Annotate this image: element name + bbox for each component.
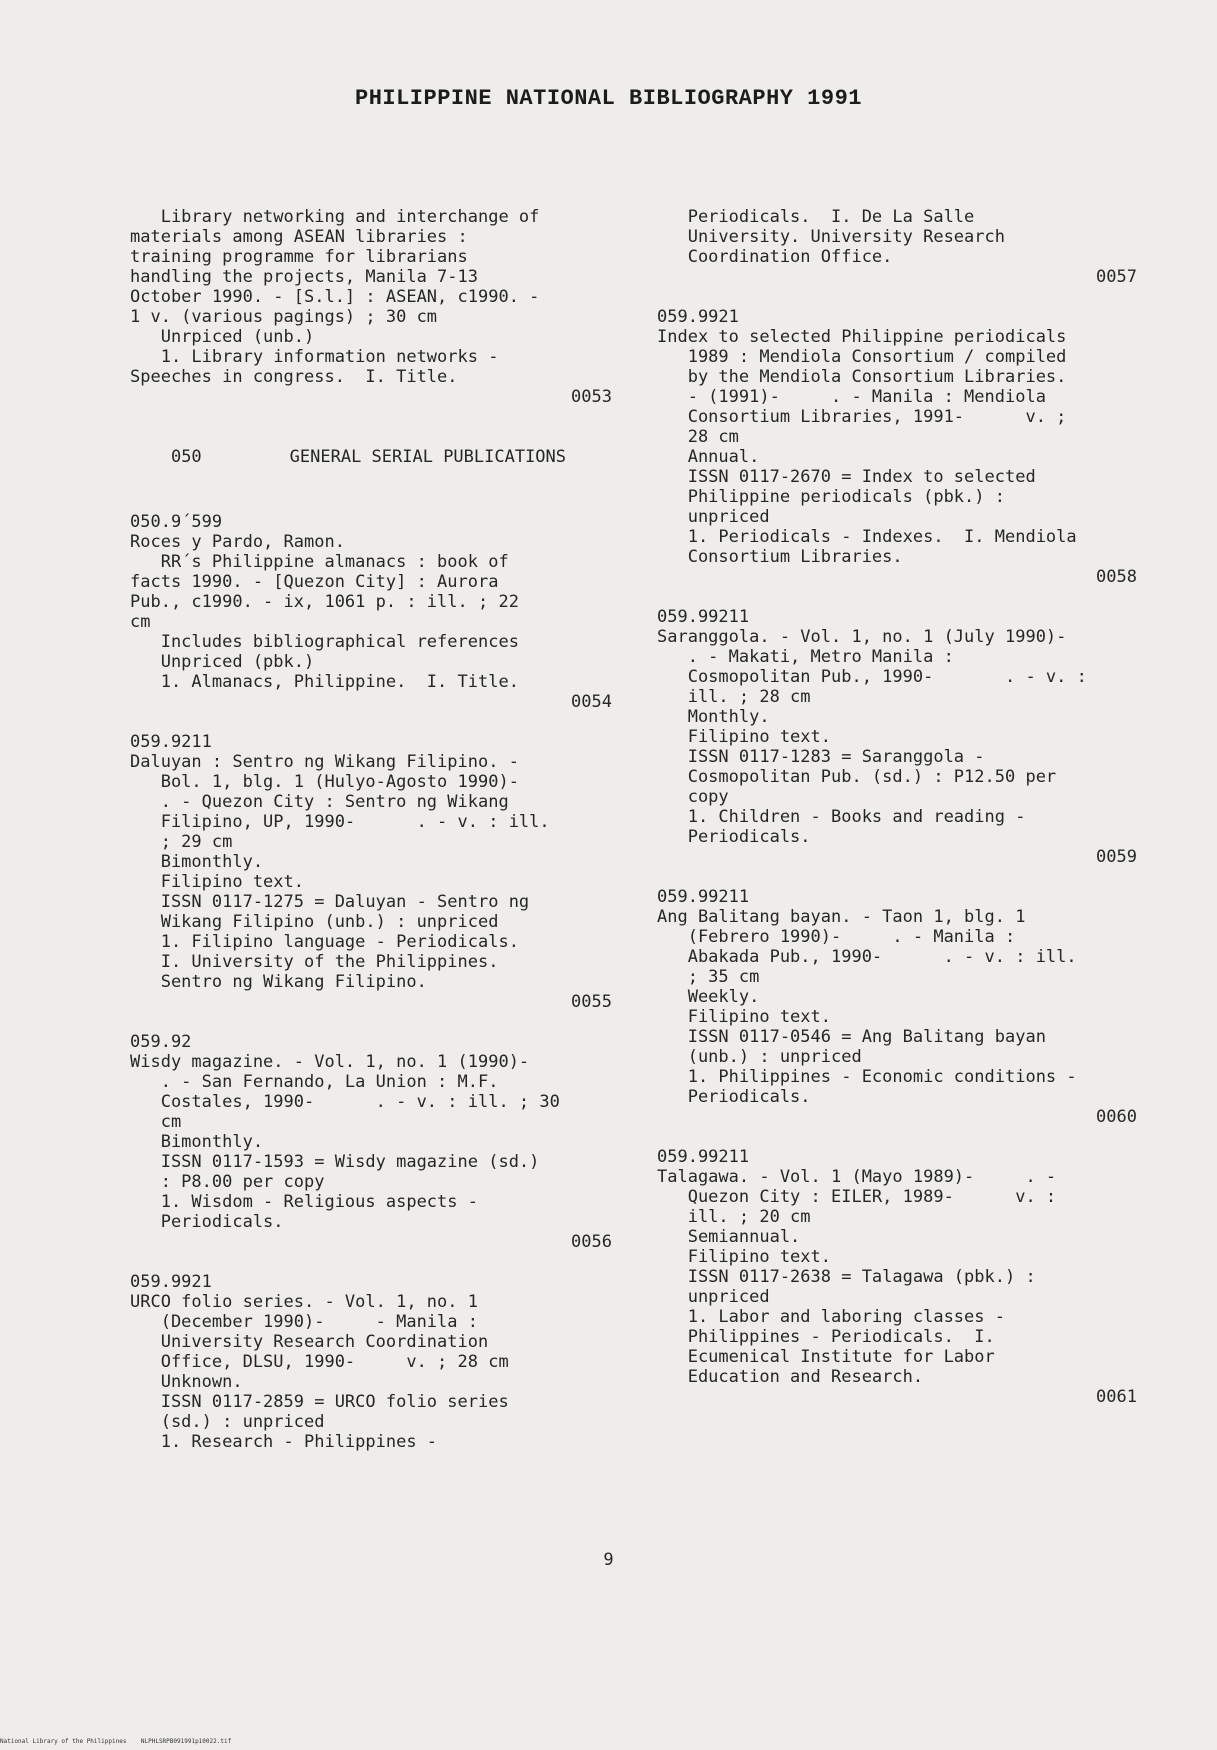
entry-line: 059.92 (130, 1032, 192, 1052)
entry-line: 1. Almanacs, Philippine. I. Title. (130, 672, 519, 692)
entry-line: 1. Labor and laboring classes - (657, 1307, 1005, 1327)
entry-line: - (1991)- . - Manila : Mendiola (657, 387, 1046, 407)
entry-line: 1989 : Mendiola Consortium / compiled (657, 347, 1067, 367)
entry-line: 059.99211 (657, 887, 750, 907)
entry-line: Monthly. (657, 707, 770, 727)
entry-line: Index to selected Philippine periodicals (657, 327, 1067, 347)
entry-line: Semiannual. (657, 1227, 801, 1247)
entry-line: Library networking and interchange of (130, 207, 540, 227)
entry-line: ill. ; 20 cm (657, 1207, 811, 1227)
entry-0061 (657, 1147, 1137, 1407)
entry-line: Abakada Pub., 1990- . - v. : ill. (657, 947, 1077, 967)
entry-line: Wisdy magazine. - Vol. 1, no. 1 (1990)- (130, 1052, 530, 1072)
entry-line: Bol. 1, blg. 1 (Hulyo-Agosto 1990)- (130, 772, 519, 792)
entry-line: Coordination Office. (657, 247, 893, 267)
entry-0056 (130, 1032, 612, 1252)
entry-line: ISSN 0117-2670 = Index to selected (657, 467, 1036, 487)
entry-line: 1. Research - Philippines - (130, 1432, 438, 1452)
entry-line: October 1990. - [S.l.] : ASEAN, c1990. - (130, 287, 540, 307)
entry-line: University Research Coordination (130, 1332, 489, 1352)
entry-line: Filipino text. (657, 1007, 831, 1027)
entry-line: facts 1990. - [Quezon City] : Aurora (130, 572, 499, 592)
entry-line: 1. Children - Books and reading - (657, 807, 1026, 827)
entry-0060 (657, 887, 1137, 1127)
entry-line: ISSN 0117-2859 = URCO folio series (130, 1392, 509, 1412)
entry-line: Periodicals. I. De La Salle (657, 207, 975, 227)
entry-line: Filipino text. (657, 1247, 831, 1267)
entry-line: 059.9921 (130, 1272, 212, 1292)
entry-line: ISSN 0117-1283 = Saranggola - (657, 747, 985, 767)
entry-line: Saranggola. - Vol. 1, no. 1 (July 1990)- (657, 627, 1067, 647)
entry-number: 0057 (1096, 267, 1137, 287)
entry-line: ISSN 0117-2638 = Talagawa (pbk.) : (657, 1267, 1036, 1287)
entry-line: Wikang Filipino (unb.) : unpriced (130, 912, 499, 932)
entry-line: ISSN 0117-0546 = Ang Balitang bayan (657, 1027, 1046, 1047)
entry-line: Filipino text. (657, 727, 831, 747)
entry-line: 1. Filipino language - Periodicals. (130, 932, 519, 952)
entry-line: (December 1990)- - Manila : (130, 1312, 478, 1332)
entry-line: unpriced (657, 507, 770, 527)
entry-line: Filipino text. (130, 872, 304, 892)
entry-line: Cosmopolitan Pub., 1990- . - v. : (657, 667, 1087, 687)
entry-0057-end (657, 207, 1137, 287)
entry-line: I. University of the Philippines. (130, 952, 499, 972)
entry-line: Filipino, UP, 1990- . - v. : ill. (130, 812, 550, 832)
entry-line: Philippine periodicals (pbk.) : (657, 487, 1005, 507)
entry-line: Quezon City : EILER, 1989- v. : (657, 1187, 1057, 1207)
entry-line: Roces y Pardo, Ramon. (130, 532, 345, 552)
entry-line: ; 35 cm (657, 967, 760, 987)
right-column (657, 207, 1137, 1407)
entry-line: handling the projects, Manila 7-13 (130, 267, 478, 287)
entry-number: 0055 (571, 992, 612, 1012)
entry-line: Education and Research. (657, 1367, 924, 1387)
entry-line: 059.9211 (130, 732, 212, 752)
entry-line: University. University Research (657, 227, 1005, 247)
entry-line: . - San Fernando, La Union : M.F. (130, 1072, 499, 1092)
entry-0053 (130, 207, 612, 407)
entry-line: (Febrero 1990)- . - Manila : (657, 927, 1016, 947)
entry-line: Consortium Libraries. (657, 547, 903, 567)
entry-0055 (130, 732, 612, 1012)
entry-line: 28 cm (657, 427, 739, 447)
page-title: PHILIPPINE NATIONAL BIBLIOGRAPHY 1991 (355, 86, 862, 111)
entry-line: unpriced (657, 1287, 770, 1307)
section-label: GENERAL SERIAL PUBLICATIONS (289, 447, 567, 467)
entry-line: Office, DLSU, 1990- v. ; 28 cm (130, 1352, 509, 1372)
entry-line: copy (657, 787, 729, 807)
entry-line: 059.99211 (657, 607, 750, 627)
entry-line: Periodicals. (130, 1212, 284, 1232)
entry-line: cm (130, 1112, 182, 1132)
entry-0057-start (130, 1272, 612, 1452)
entry-line: 1 v. (various pagings) ; 30 cm (130, 307, 438, 327)
entry-line: Daluyan : Sentro ng Wikang Filipino. - (130, 752, 519, 772)
entry-line: Costales, 1990- . - v. : ill. ; 30 (130, 1092, 560, 1112)
entry-number: 0053 (571, 387, 612, 407)
page-number: 9 (603, 1550, 614, 1570)
entry-line: Annual. (657, 447, 760, 467)
entry-line: Consortium Libraries, 1991- v. ; (657, 407, 1067, 427)
scan-footer: National Library of the Philippines NLPHLSRPB091991p10022.tif (0, 1738, 232, 1745)
entry-line: Includes bibliographical references (130, 632, 519, 652)
entry-line: Unrpiced (unb.) (130, 327, 315, 347)
entry-number: 0060 (1096, 1107, 1137, 1127)
entry-line: training programme for librarians (130, 247, 468, 267)
section-heading (130, 427, 612, 487)
entry-number: 0054 (571, 692, 612, 712)
entry-line: Pub., c1990. - ix, 1061 p. : ill. ; 22 (130, 592, 519, 612)
section-code: 050 (170, 447, 202, 467)
entry-line: Cosmopolitan Pub. (sd.) : P12.50 per (657, 767, 1057, 787)
entry-line: ISSN 0117-1275 = Daluyan - Sentro ng (130, 892, 530, 912)
entry-line: Sentro ng Wikang Filipino. (130, 972, 427, 992)
entry-line: materials among ASEAN libraries : (130, 227, 468, 247)
entry-line: Unpriced (pbk.) (130, 652, 315, 672)
entry-line: Bimonthly. (130, 1132, 264, 1152)
entry-line: by the Mendiola Consortium Libraries. (657, 367, 1067, 387)
entry-line: . - Makati, Metro Manila : (657, 647, 954, 667)
entry-line: RR´s Philippine almanacs : book of (130, 552, 509, 572)
entry-line: Weekly. (657, 987, 760, 1007)
entry-line: Speeches in congress. I. Title. (130, 367, 458, 387)
entry-line: Ecumenical Institute for Labor (657, 1347, 995, 1367)
entry-line: 1. Library information networks - (130, 347, 499, 367)
entry-line: Talagawa. - Vol. 1 (Mayo 1989)- . - (657, 1167, 1057, 1187)
left-column (130, 207, 612, 1452)
entry-line: 059.99211 (657, 1147, 750, 1167)
entry-line: ISSN 0117-1593 = Wisdy magazine (sd.) (130, 1152, 540, 1172)
entry-line: ill. ; 28 cm (657, 687, 811, 707)
entry-line: Unknown. (130, 1372, 243, 1392)
entry-line: Periodicals. (657, 827, 811, 847)
entry-line: 050.9´599 (130, 512, 223, 532)
entry-number: 0058 (1096, 567, 1137, 587)
entry-number: 0056 (571, 1232, 612, 1252)
entry-line: (unb.) : unpriced (657, 1047, 862, 1067)
entry-line: URCO folio series. - Vol. 1, no. 1 (130, 1292, 478, 1312)
entry-line: : P8.00 per copy (130, 1172, 325, 1192)
entry-line: Bimonthly. (130, 852, 264, 872)
entry-line: 059.9921 (657, 307, 739, 327)
entry-line: Ang Balitang bayan. - Taon 1, blg. 1 (657, 907, 1026, 927)
entry-line: . - Quezon City : Sentro ng Wikang (130, 792, 509, 812)
entry-0059 (657, 607, 1137, 867)
entry-line: (sd.) : unpriced (130, 1412, 325, 1432)
entry-number: 0061 (1096, 1387, 1137, 1407)
entry-line: Philippines - Periodicals. I. (657, 1327, 995, 1347)
entry-line: ; 29 cm (130, 832, 233, 852)
entry-line: Periodicals. (657, 1087, 811, 1107)
entry-number: 0059 (1096, 847, 1137, 867)
entry-line: 1. Periodicals - Indexes. I. Mendiola (657, 527, 1077, 547)
entry-0054 (130, 512, 612, 712)
entry-0058 (657, 307, 1137, 587)
entry-line: 1. Wisdom - Religious aspects - (130, 1192, 478, 1212)
entry-line: 1. Philippines - Economic conditions - (657, 1067, 1077, 1087)
entry-line: cm (130, 612, 151, 632)
